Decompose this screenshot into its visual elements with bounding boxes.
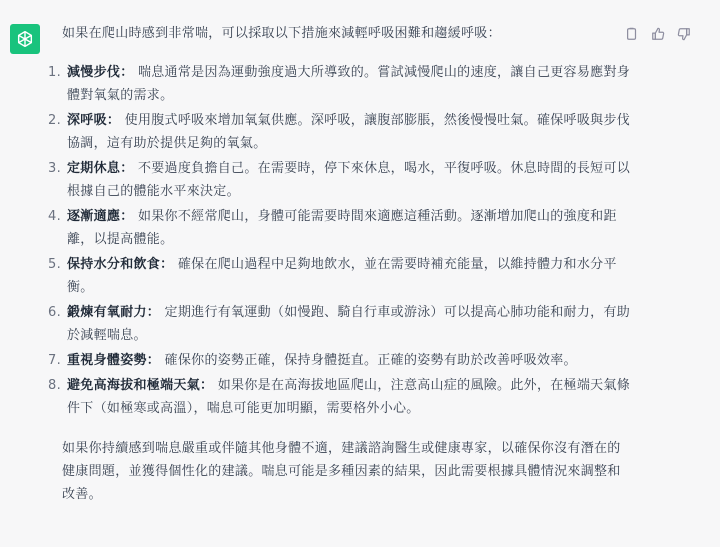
step-term: 減慢步伐：	[67, 65, 134, 80]
step-term: 保持水分和飲食：	[67, 257, 174, 272]
step-text: 確保在爬山過程中足夠地飲水，並在需要時補充能量，以維持體力和水分平衡。	[67, 257, 617, 295]
step-text: 定期進行有氧運動（如慢跑、騎自行車或游泳）可以提高心肺功能和耐力，有助於減輕喘息。	[67, 305, 631, 343]
step-term: 鍛煉有氧耐力：	[67, 305, 161, 320]
list-item	[48, 109, 632, 155]
list-number: 5.	[48, 257, 62, 272]
step-term: 深呼吸：	[67, 113, 121, 128]
list-item	[48, 157, 632, 203]
list-item	[48, 253, 632, 299]
step-text: 使用腹式呼吸來增加氧氣供應。深呼吸，讓腹部膨脹，然後慢慢吐氣。確保呼吸與步伐協調，這有助於提供足夠的氧氣。	[67, 113, 631, 151]
steps-list	[48, 61, 632, 420]
message-content	[48, 22, 632, 519]
list-number: 7.	[48, 353, 62, 368]
thumbs-up-icon	[651, 27, 665, 41]
step-text: 如果你不經常爬山，身體可能需要時間來適應這種活動。逐漸增加爬山的強度和距離，以提高體能。	[67, 209, 617, 247]
list-number: 1.	[48, 65, 62, 80]
list-number: 3.	[48, 161, 62, 176]
step-text: 不要過度負擔自己。在需要時，停下來休息，喝水，平復呼吸。休息時間的長短可以根據自己的體能水平來決定。	[67, 161, 631, 199]
list-item	[48, 61, 632, 107]
step-text: 喘息通常是因為運動強度過大所導致的。嘗試減慢爬山的速度，讓自己更容易應對身體對氧氣的需求。	[67, 65, 631, 103]
list-item	[48, 374, 632, 420]
step-term: 重視身體姿勢：	[67, 353, 161, 368]
list-item	[48, 349, 632, 372]
thumbs-down-button[interactable]	[676, 26, 692, 42]
list-item	[48, 301, 632, 347]
thumbs-up-button[interactable]	[650, 26, 666, 42]
step-text: 確保你的姿勢正確，保持身體挺直。正確的姿勢有助於改善呼吸效率。	[164, 353, 577, 368]
step-term: 定期休息：	[67, 161, 134, 176]
openai-logo-icon	[15, 29, 35, 49]
list-number: 8.	[48, 378, 62, 393]
list-number: 6.	[48, 305, 62, 320]
step-term: 避免高海拔和極端天氣：	[67, 378, 214, 393]
list-item	[48, 205, 632, 251]
thumbs-down-icon	[677, 27, 691, 41]
closing-text: 如果你持續感到喘息嚴重或伴隨其他身體不適，建議諮詢醫生或健康專家，以確保你沒有潛在的健康問題，並獲得個性化的建議。喘息可能是多種因素的結果，因此需要根據具體情況來調整和改善。	[62, 441, 621, 502]
assistant-avatar	[10, 24, 40, 54]
step-text: 如果你是在高海拔地區爬山，注意高山症的風險。此外，在極端天氣條件下（如極寒或高溫），喘息可能更加明顯，需要格外小心。	[67, 378, 631, 416]
intro-text: 如果在爬山時感到非常喘，可以採取以下措施來減輕呼吸困難和趨緩呼吸：	[62, 26, 501, 41]
list-number: 2.	[48, 113, 62, 128]
message-actions	[624, 26, 692, 42]
list-number: 4.	[48, 209, 62, 224]
step-term: 逐漸適應：	[67, 209, 134, 224]
